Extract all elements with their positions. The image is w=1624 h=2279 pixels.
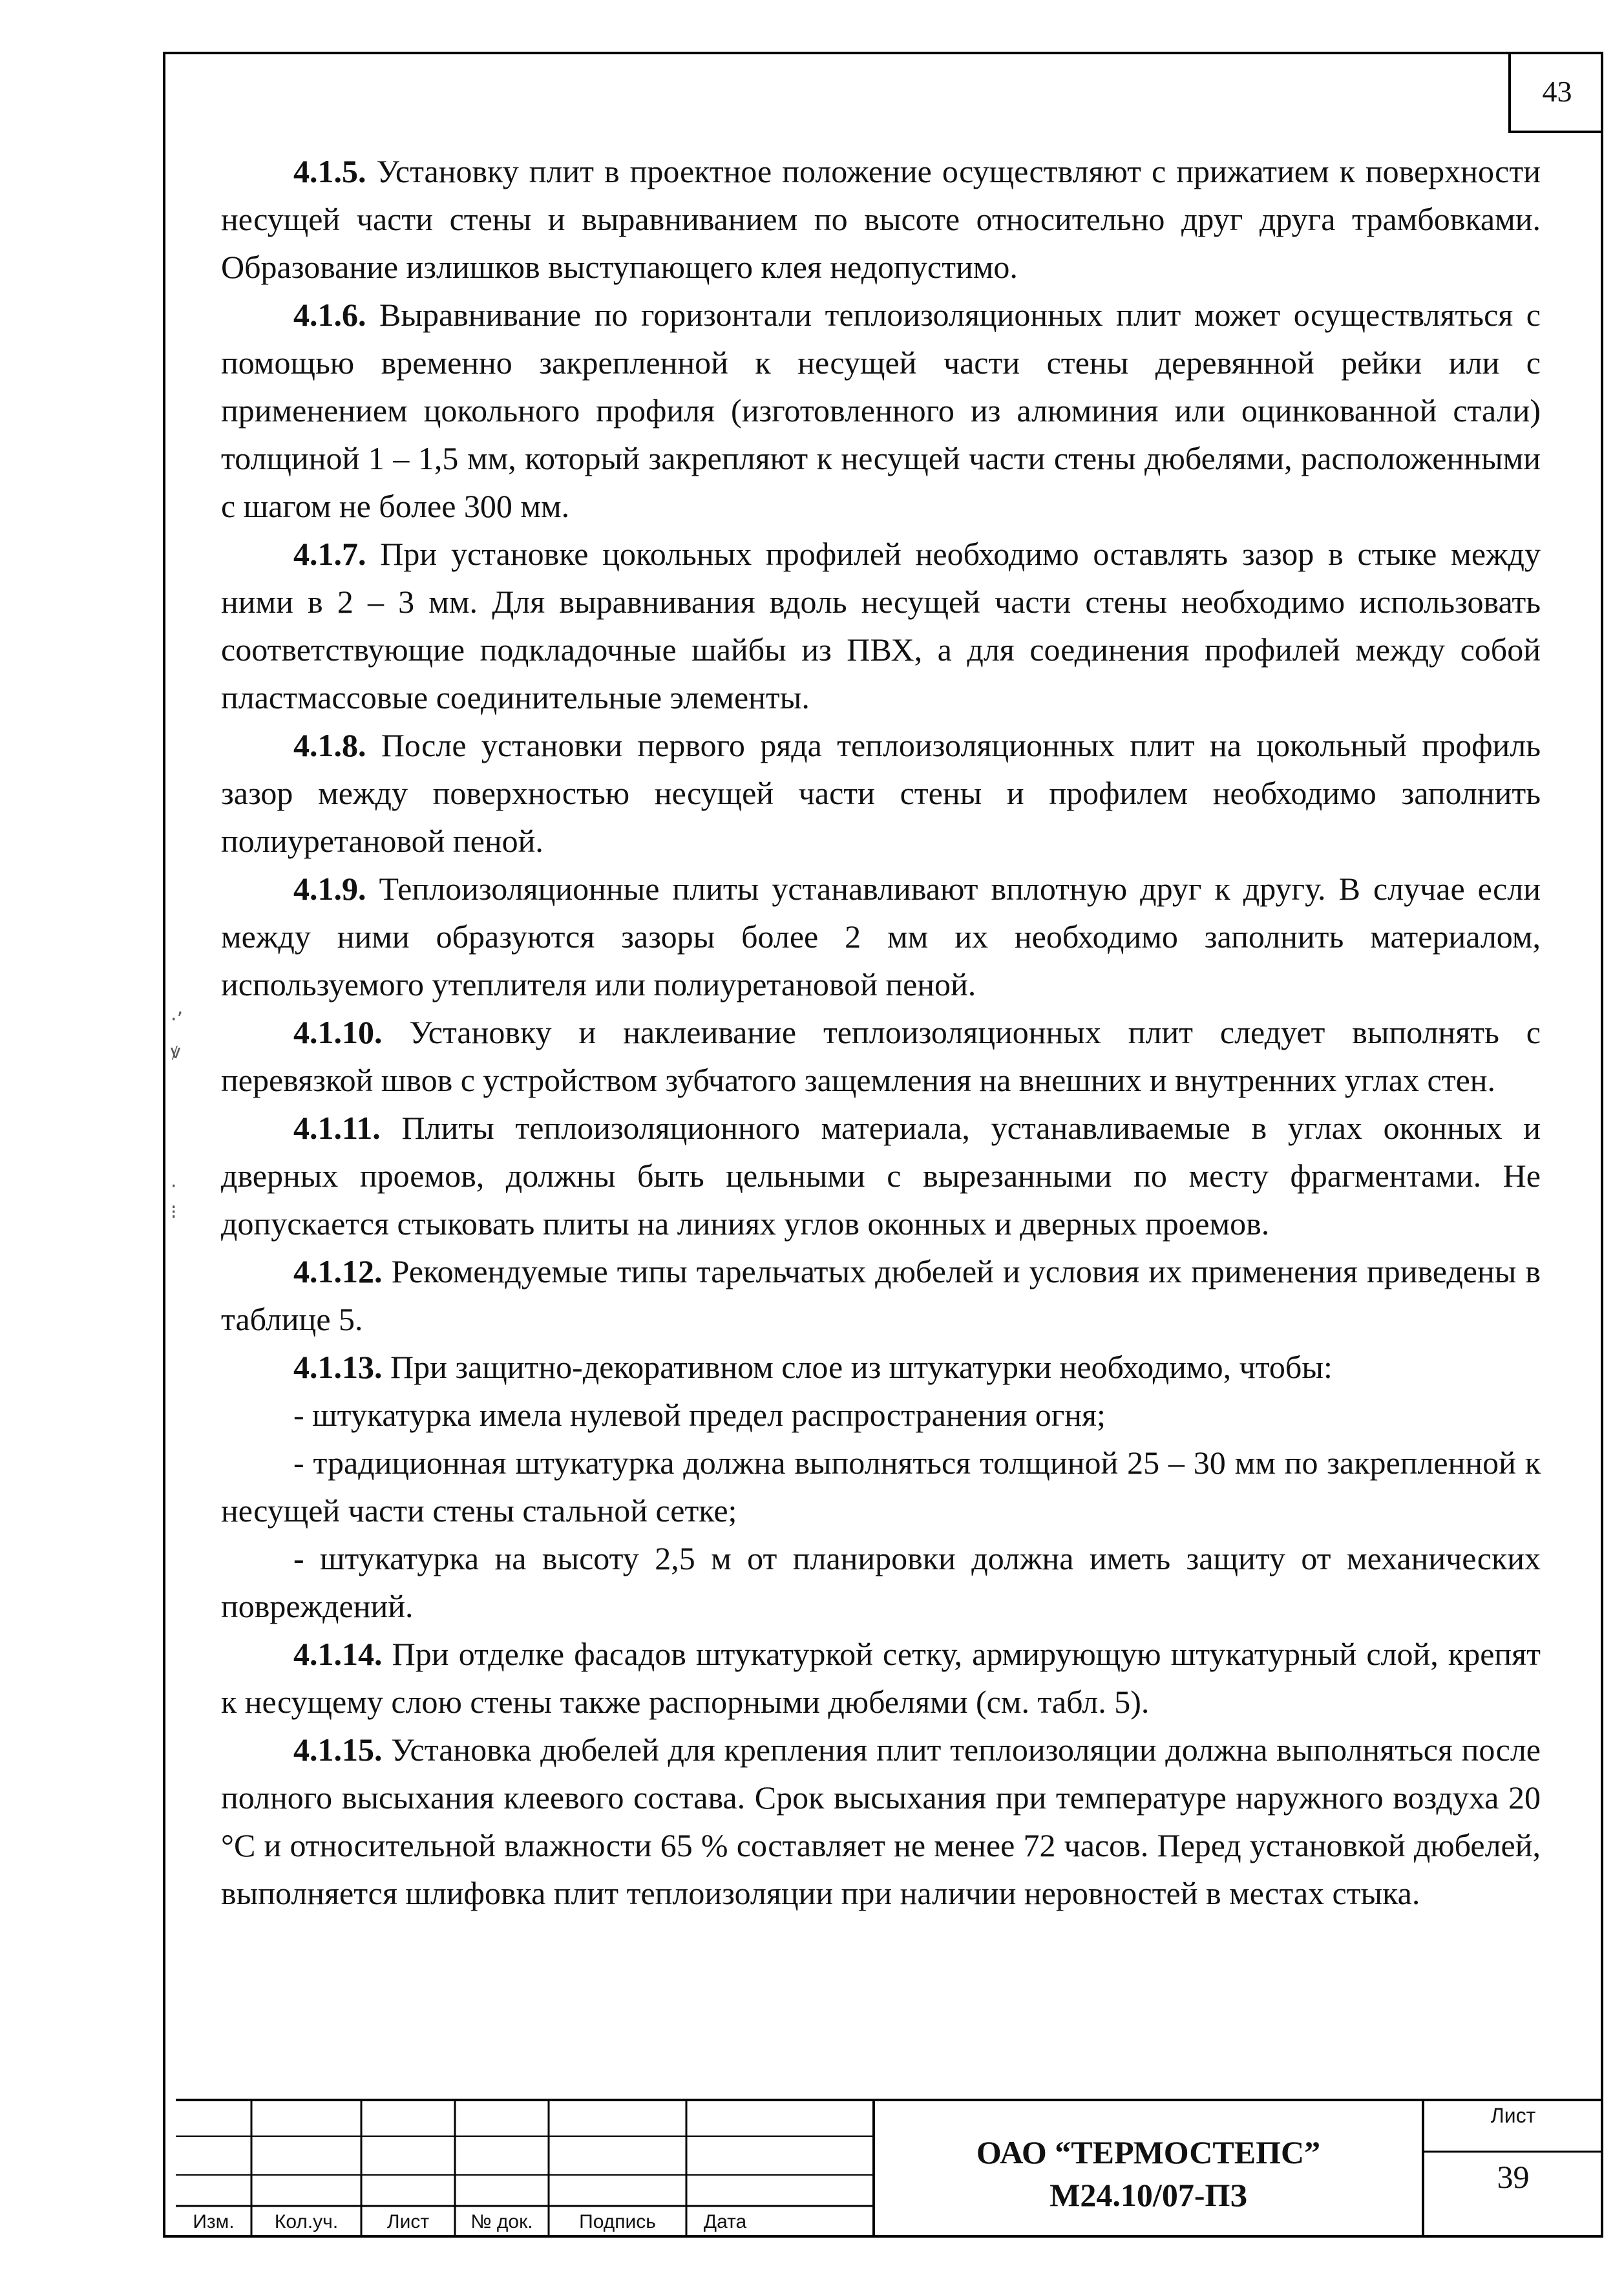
paragraph-4-1-14 (221, 1630, 1541, 1726)
document-body (221, 147, 1541, 1917)
column-label-izm: Изм. (193, 2211, 235, 2232)
column-label-date: Дата (703, 2211, 747, 2232)
paragraph-4-1-8 (221, 721, 1541, 865)
column-label-kol-uch: Кол.уч. (274, 2211, 339, 2232)
paragraph-number: 4.1.14. (293, 1636, 383, 1672)
title-block (176, 2099, 1603, 2238)
column-label-list: Лист (386, 2211, 430, 2232)
organization-name: ОАО “ТЕРМОСТЕПС” (976, 2134, 1321, 2170)
paragraph-text: Установку и наклеивание теплоизоляционных плит следует выполнять с перевязкой швов с устройством зубчатого защемления на внешних и внутренних углах стен. (221, 1014, 1541, 1098)
paragraph-4-1-12 (221, 1247, 1541, 1343)
top-page-number: 43 (1508, 52, 1603, 133)
paragraph-text: Рекомендуемые типы тарельчатых дюбелей и условия их применения приведены в таблице 5. (221, 1253, 1541, 1337)
paragraph-number: 4.1.10. (293, 1014, 383, 1050)
paragraph-text: При защитно-декоративном слое из штукатурки необходимо, чтобы: (382, 1349, 1333, 1385)
margin-mark: ꝟ (171, 1041, 181, 1063)
paragraph-number: 4.1.15. (293, 1732, 383, 1768)
list-item (221, 1391, 1541, 1439)
paragraph-number: 4.1.12. (293, 1253, 383, 1289)
paragraph-number: 4.1.8. (293, 727, 366, 763)
paragraph-4-1-13 (221, 1343, 1541, 1391)
paragraph-text: Теплоизоляционные плиты устанавливают вплотную друг к другу. В случае если между ними образуются зазоры более 2 мм их необходимо заполнить материалом, используемого утеплителя или полиуретановой пеной. (221, 871, 1541, 1002)
paragraph-text: Плиты теплоизоляционного материала, устанавливаемые в углах оконных и дверных проемов, должны быть цельными с вырезанными по месту фрагментами. Не допускается стыковать плиты на линиях углов оконных и дверных проемов. (221, 1110, 1541, 1242)
sheet-label: Лист (1490, 2104, 1536, 2127)
paragraph-text: - традиционная штукатурка должна выполняться толщиной 25 – 30 мм по закрепленной к несущей части стены стальной сетке; (221, 1445, 1541, 1529)
paragraph-number: 4.1.5. (293, 153, 366, 189)
paragraph-4-1-7 (221, 530, 1541, 721)
sheet-number: 39 (1497, 2159, 1530, 2195)
margin-mark: ⁝ (171, 1201, 177, 1224)
paragraph-text: Установку плит в проектное положение осуществляют с прижатием к поверхности несущей части стены и выравниванием по высоте относительно друг друга трамбовками. Образование излишков выступающего клея недопустимо. (221, 153, 1541, 285)
paragraph-number: 4.1.7. (293, 536, 366, 572)
paragraph-4-1-5 (221, 147, 1541, 291)
paragraph-text: Установка дюбелей для крепления плит теплоизоляции должна выполняться после полного высыхания клеевого состава. Срок высыхания при температуре наружного воздуха 20 °С и относительной влажности 65 % составляет не менее 72 часов. Перед установкой дюбелей, выполняется шлифовка плит теплоизоляции при наличии неровностей в местах стыка. (221, 1732, 1541, 1911)
paragraph-4-1-9 (221, 865, 1541, 1008)
column-label-signature: Подпись (579, 2211, 656, 2232)
document-code: М24.10/07-ПЗ (1049, 2177, 1247, 2213)
organization-and-code (874, 2131, 1423, 2216)
paragraph-text: После установки первого ряда теплоизоляционных плит на цокольный профиль зазор между поверхностью несущей части стены и профилем необходимо заполнить полиуретановой пеной. (221, 727, 1541, 859)
list-item (221, 1534, 1541, 1630)
paragraph-text: При отделке фасадов штукатуркой сетку, армирующую штукатурный слой, крепят к несущему слою стены также распорными дюбелями (см. табл. 5). (221, 1636, 1541, 1720)
paragraph-text: - штукатурка на высоту 2,5 м от планировки должна иметь защиту от механических повреждений. (221, 1540, 1541, 1624)
paragraph-4-1-11 (221, 1104, 1541, 1247)
paragraph-number: 4.1.6. (293, 297, 366, 333)
paragraph-4-1-15 (221, 1726, 1541, 1917)
paragraph-text: Выравнивание по горизонтали теплоизоляционных плит может осуществляться с помощью временно закрепленной к несущей части стены деревянной рейки или с применением цокольного профиля (изготовленного из алюминия или оцинкованной стали) толщиной 1 – 1,5 мм, который закрепляют к несущей части стены дюбелями, расположенными с шагом не более 300 мм. (221, 297, 1541, 524)
margin-mark: · (171, 1175, 177, 1198)
paragraph-4-1-6 (221, 291, 1541, 530)
paragraph-number: 4.1.9. (293, 871, 366, 907)
column-label-doc-number: № док. (470, 2211, 533, 2232)
margin-mark: ·ʼ (171, 1008, 184, 1031)
paragraph-text: При установке цокольных профилей необходимо оставлять зазор в стыке между ними в 2 – 3 мм. Для выравнивания вдоль несущей части стены необходимо использовать соответствующие подкладочные шайбы из ПВХ, а для соединения профилей между собой пластмассовые соединительные элементы. (221, 536, 1541, 716)
paragraph-4-1-10 (221, 1008, 1541, 1104)
paragraph-number: 4.1.11. (293, 1110, 381, 1146)
paragraph-text: - штукатурка имела нулевой предел распространения огня; (293, 1397, 1106, 1433)
list-item (221, 1439, 1541, 1534)
paragraph-number: 4.1.13. (293, 1349, 383, 1385)
